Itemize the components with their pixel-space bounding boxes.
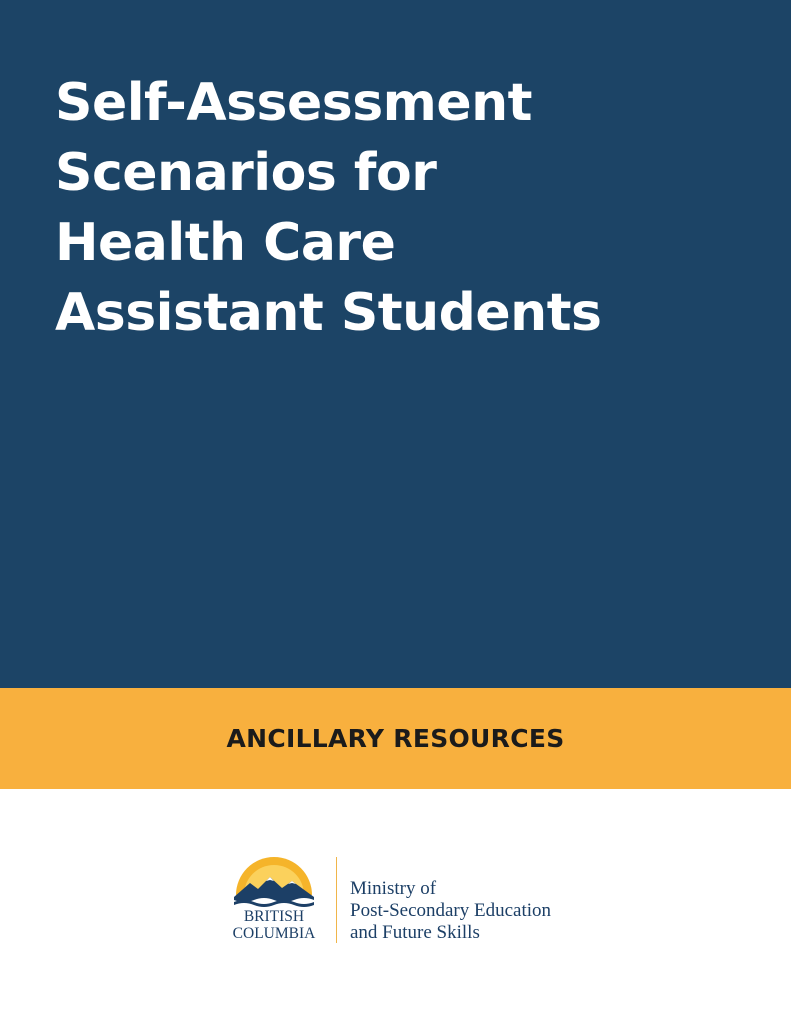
- ministry-line-2: Post-Secondary Education: [350, 900, 552, 921]
- logo-wordmark-columbia: COLUMBIA: [232, 925, 316, 942]
- category-band: [0, 688, 791, 789]
- title-line-4: Assistant Students: [55, 283, 602, 343]
- ministry-line-1: Ministry of: [350, 878, 437, 899]
- title-line-3: Health Care: [55, 213, 396, 273]
- page-title: [55, 68, 755, 348]
- logo-divider: [336, 857, 337, 943]
- british-columbia-logo: [222, 855, 326, 945]
- title-line-1: Self-Assessment: [55, 73, 532, 133]
- title-line-2: Scenarios for: [55, 143, 437, 203]
- category-label: ANCILLARY RESOURCES: [226, 724, 565, 753]
- logo-wordmark-british: BRITISH: [243, 908, 305, 925]
- ministry-name: [350, 878, 551, 944]
- bc-sun-mountain-icon: [232, 855, 316, 909]
- ministry-line-3: and Future Skills: [350, 922, 480, 943]
